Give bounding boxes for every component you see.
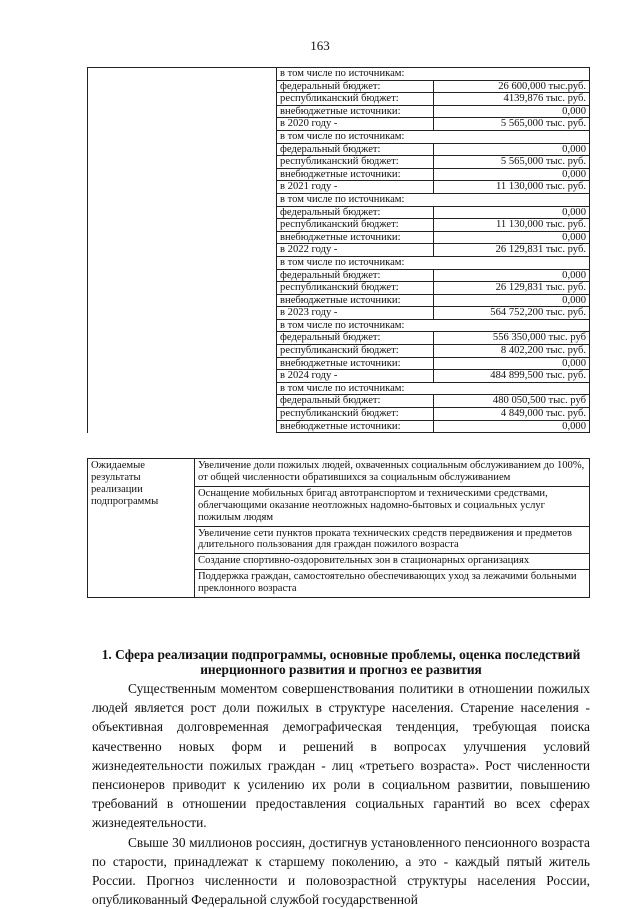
finance-label: в 2022 году - xyxy=(277,244,433,257)
paragraph: Существенным моментом совершенствования политики в отношении пожилых людей является рост доли пожилых в структуре населения. Старение населения - объективная долговременная демографическая тенденция, требующая поиска качественно новых форм и решений в вопросах улучшения условий жизнедеятельности пожилых граждан - лиц «третьего возраста». Рост численности пенсионеров приводит к усилению их роли в социальном развитии, повышению требований в отношении предоставления социальных гарантий во всех сферах жизнедеятельности. xyxy=(92,681,590,831)
blank-cell xyxy=(88,105,277,118)
blank-cell xyxy=(88,118,277,131)
finance-value: 5 565,000 тыс. руб. xyxy=(433,118,590,131)
finance-value: 26 129,831 тыс. руб. xyxy=(433,244,590,257)
page-number: 163 xyxy=(310,38,330,53)
blank-cell xyxy=(88,332,277,345)
finance-value: 26 600,000 тыс.руб. xyxy=(433,80,590,93)
results-item: Оснащение мобильных бригад автотранспортом и техническими средствами, облегчающими оказание неотложных надомно-бытовых и социальных услуг пожилым людям xyxy=(195,486,590,526)
finance-label: республиканский бюджет: xyxy=(277,93,433,106)
blank-cell xyxy=(88,282,277,295)
finance-value: 0,000 xyxy=(433,206,590,219)
expected-results-table xyxy=(87,458,590,598)
blank-cell xyxy=(88,408,277,421)
finance-label: в том числе по источникам: xyxy=(277,68,590,81)
finance-value: 0,000 xyxy=(433,269,590,282)
finance-row xyxy=(88,93,590,106)
finance-row xyxy=(88,269,590,282)
results-item: Увеличение доли пожилых людей, охваченных социальным обслуживанием до 100%, от общей численности обратившихся за социальным обслуживанием xyxy=(195,459,590,487)
finance-row xyxy=(88,256,590,269)
finance-row xyxy=(88,395,590,408)
finance-row xyxy=(88,244,590,257)
finance-row xyxy=(88,130,590,143)
finance-value: 11 130,000 тыс. руб. xyxy=(433,219,590,232)
finance-label: в том числе по источникам: xyxy=(277,193,590,206)
paragraph: Свыше 30 миллионов россиян, достигнув установленного пенсионного возраста по старости, принадлежат к старшему поколению, а это - каждый пятый житель России. Прогноз численности и половозрастной структуры населения России, опубликованный Федеральной службой государственной xyxy=(92,834,590,908)
blank-cell xyxy=(88,357,277,370)
body-text xyxy=(92,679,590,909)
blank-cell xyxy=(88,307,277,320)
finance-row xyxy=(88,307,590,320)
finance-row xyxy=(88,231,590,244)
blank-cell xyxy=(88,420,277,433)
finance-value: 4139,876 тыс. руб. xyxy=(433,93,590,106)
blank-cell xyxy=(88,156,277,169)
finance-label: в 2023 году - xyxy=(277,307,433,320)
finance-value: 0,000 xyxy=(433,420,590,433)
finance-row xyxy=(88,206,590,219)
blank-cell xyxy=(88,93,277,106)
results-row xyxy=(88,459,590,487)
finance-row xyxy=(88,168,590,181)
finance-label: внебюджетные источники: xyxy=(277,168,433,181)
blank-cell xyxy=(88,345,277,358)
finance-row xyxy=(88,143,590,156)
finance-value: 0,000 xyxy=(433,231,590,244)
finance-value: 0,000 xyxy=(433,294,590,307)
finance-value: 480 050,500 тыс. руб xyxy=(433,395,590,408)
blank-cell xyxy=(88,68,277,81)
finance-label: внебюджетные источники: xyxy=(277,357,433,370)
finance-row xyxy=(88,382,590,395)
finance-label: республиканский бюджет: xyxy=(277,156,433,169)
finance-value: 26 129,831 тыс. руб. xyxy=(433,282,590,295)
finance-label: республиканский бюджет: xyxy=(277,219,433,232)
results-item: Поддержка граждан, самостоятельно обеспечивающих уход за лежачими больными преклонного возраста xyxy=(195,570,590,598)
finance-label: в том числе по источникам: xyxy=(277,256,590,269)
finance-row xyxy=(88,370,590,383)
finance-label: в том числе по источникам: xyxy=(277,319,590,332)
results-heading-cell: Ожидаемые результаты реализации подпрограммы xyxy=(88,459,195,598)
finance-label: в том числе по источникам: xyxy=(277,130,590,143)
blank-cell xyxy=(88,219,277,232)
finance-row xyxy=(88,105,590,118)
finance-value: 564 752,200 тыс. руб. xyxy=(433,307,590,320)
blank-cell xyxy=(88,143,277,156)
finance-row xyxy=(88,420,590,433)
finance-value: 5 565,000 тыс. руб. xyxy=(433,156,590,169)
finance-row xyxy=(88,282,590,295)
finance-value: 484 899,500 тыс. руб. xyxy=(433,370,590,383)
blank-cell xyxy=(88,269,277,282)
blank-cell xyxy=(88,80,277,93)
finance-value: 0,000 xyxy=(433,105,590,118)
finance-label: внебюджетные источники: xyxy=(277,420,433,433)
finance-row xyxy=(88,68,590,81)
blank-cell xyxy=(88,193,277,206)
finance-row xyxy=(88,319,590,332)
finance-label: республиканский бюджет: xyxy=(277,345,433,358)
finance-label: внебюджетные источники: xyxy=(277,294,433,307)
finance-label: республиканский бюджет: xyxy=(277,282,433,295)
blank-cell xyxy=(88,294,277,307)
finance-row xyxy=(88,357,590,370)
finance-label: федеральный бюджет: xyxy=(277,143,433,156)
blank-cell xyxy=(88,181,277,194)
finance-row xyxy=(88,181,590,194)
blank-cell xyxy=(88,244,277,257)
finance-label: федеральный бюджет: xyxy=(277,80,433,93)
finance-label: федеральный бюджет: xyxy=(277,395,433,408)
finance-row xyxy=(88,345,590,358)
finance-label: в том числе по источникам: xyxy=(277,382,590,395)
finance-row xyxy=(88,332,590,345)
finance-label: федеральный бюджет: xyxy=(277,206,433,219)
finance-row xyxy=(88,193,590,206)
finance-label: в 2024 году - xyxy=(277,370,433,383)
finance-label: внебюджетные источники: xyxy=(277,105,433,118)
blank-cell xyxy=(88,382,277,395)
finance-row xyxy=(88,219,590,232)
finance-value: 8 402,200 тыс. руб. xyxy=(433,345,590,358)
finance-value: 0,000 xyxy=(433,168,590,181)
finance-label: в 2021 году - xyxy=(277,181,433,194)
blank-cell xyxy=(88,231,277,244)
finance-value: 556 350,000 тыс. руб xyxy=(433,332,590,345)
finance-row xyxy=(88,80,590,93)
results-item: Увеличение сети пунктов проката технических средств передвижения и предметов длительного пользования для граждан пожилого возраста xyxy=(195,526,590,554)
finance-value: 0,000 xyxy=(433,357,590,370)
finance-label: республиканский бюджет: xyxy=(277,408,433,421)
results-item: Создание спортивно-оздоровительных зон в стационарных организациях xyxy=(195,554,590,570)
finance-value: 0,000 xyxy=(433,143,590,156)
blank-cell xyxy=(88,130,277,143)
blank-cell xyxy=(88,168,277,181)
blank-cell xyxy=(88,256,277,269)
finance-label: федеральный бюджет: xyxy=(277,332,433,345)
finance-value: 11 130,000 тыс. руб. xyxy=(433,181,590,194)
finance-row xyxy=(88,156,590,169)
section-title: 1. Сфера реализации подпрограммы, основные проблемы, оценка последствий инерционного развития и прогноз ее развития xyxy=(101,647,581,677)
blank-cell xyxy=(88,395,277,408)
finance-value: 4 849,000 тыс. руб. xyxy=(433,408,590,421)
financing-table xyxy=(87,67,590,433)
finance-row xyxy=(88,118,590,131)
blank-cell xyxy=(88,206,277,219)
finance-label: в 2020 году - xyxy=(277,118,433,131)
finance-row xyxy=(88,408,590,421)
blank-cell xyxy=(88,370,277,383)
finance-row xyxy=(88,294,590,307)
finance-label: федеральный бюджет: xyxy=(277,269,433,282)
blank-cell xyxy=(88,319,277,332)
finance-label: внебюджетные источники: xyxy=(277,231,433,244)
